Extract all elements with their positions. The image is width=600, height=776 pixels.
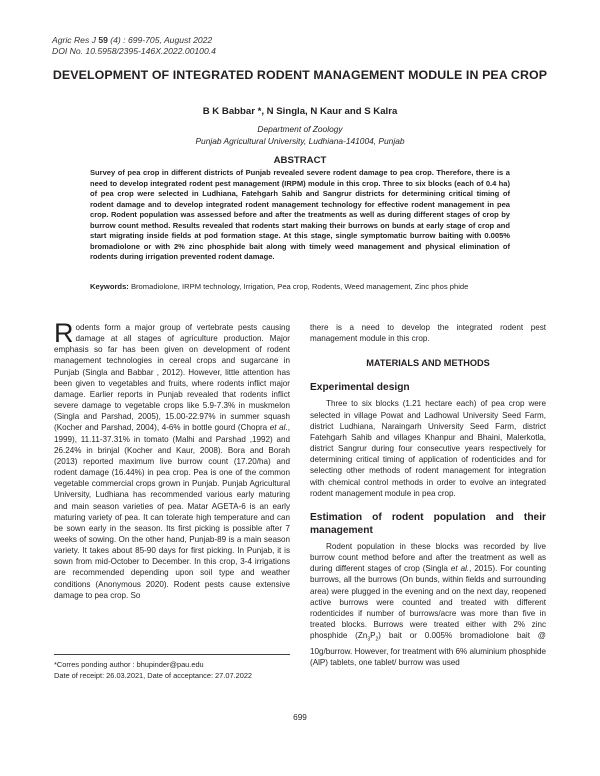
- journal-name: Agric Res J: [52, 35, 96, 45]
- affiliation: [52, 123, 548, 147]
- keywords-list: Bromadiolone, IRPM technology, Irrigation, Pea crop, Rodents, Weed management, Zinc phos phide: [130, 282, 469, 291]
- keywords: [90, 281, 510, 292]
- intro-continuation: there is a need to develop the integrated rodent pest management module in this crop.: [310, 323, 546, 344]
- drop-cap: R: [54, 318, 74, 348]
- journal-header: [52, 35, 216, 57]
- left-column: [54, 318, 290, 601]
- footnote-divider: [54, 654, 290, 655]
- experimental-design-paragraph: Three to six blocks (1.21 hectare each) of pea crop were selected in village Powat and Ladhowal University Seed Farm, district Ludhiana, Naraingarh University Seed Farm, district Fatehgarh Sahib and villages Khanpur and Bhaini, Malerkotla, district Sangrur during four consecutive years respectively for determining critical timing of application of rodenticides and for selecting other methods of rodent management for integration with chemical control methods in order to evolve an integrated rodent management module in pea crop.: [310, 399, 546, 498]
- department: Department of Zoology: [257, 124, 343, 134]
- right-column: [310, 322, 546, 668]
- intro-paragraph: Rodents form a major group of vertebrate pests causing damage at all stages of agriculture production. Major emphasis so far has been given on development of rodent management technologies in cereal crops and sugarcane in Punjab (Singla and Babbar , 2012). However, little attention has been given to vegetables and fruits, where rodents inflict major damage. Earlier reports in Punjab revealed that rodents inflict severe damage to vegetable crops like 5.9-7.3% in muskmelon (Singla and Parshad, 2005), 15.00-22.97% in summer squash (Kocher and Parshad, 2004), 4-6% in bottle gourd (Chopra et al., 1999), 11.11-37.31% in tomato (Malhi and Parshad ,1992) and 26.24% in brinjal (Kocher and Kaur, 2008). Bora and Borah (2013) reported maximum live burrow count (17.20/ha) and rodent damage (16.44%) in pea crop. Pea is one of the common vegetable commercial crops grown in Punjab. Punjab Agricultural University, Ludhiana has recommended various early maturing and main season varieties of pea. Matar AGETA-6 is an early maturing variety of pea. It can tolerate high temperature and can be sown early in the season. Its first picking is possible after 7 weeks of sowing. On the other hand, Punjab-89 is a main season variety. It takes about 85-90 days for first picking. In Punjab, it is sown from mid-October to December. In this crop, 3-4 irrigations are recommended depending upon soil type and weather conditions (Anonymous 2020). Rodent pests cause extensive damage to pea crop. So: [54, 318, 290, 600]
- university: Punjab Agricultural University, Ludhiana-141004, Punjab: [195, 136, 405, 146]
- receipt-dates: Date of receipt: 26.03.2021, Date of acceptance: 27.07.2022: [54, 671, 253, 680]
- paper-title: DEVELOPMENT OF INTEGRATED RODENT MANAGEMENT MODULE IN PEA CROP: [52, 68, 548, 82]
- corresponding-author: *Corres ponding author : bhupinder@pau.edu: [54, 660, 204, 669]
- abstract-heading: ABSTRACT: [273, 155, 327, 166]
- citation-line: [52, 35, 216, 46]
- page-number: 699: [293, 713, 307, 722]
- section-heading-methods: MATERIALS AND METHODS: [366, 358, 490, 369]
- subheading-estimation: Estimation of rodent population and their management: [310, 511, 546, 536]
- keywords-label: Keywords:: [90, 282, 129, 291]
- subheading-experimental-design: Experimental design: [310, 382, 410, 394]
- issue-pages: (4) : 699-705, August 2022: [110, 35, 213, 45]
- abstract-text: Survey of pea crop in different districts of Punjab revealed severe rodent damage to pea crop. Therefore, there is a need to develop integrated rodent pest management (IRPM) module in this crop. Three to six blocks (each of 0.4 ha) of pea crop were selected in Ludhiana, Fatehgarh Sahib and Sangrur districts for determining critical timing of rodent damage and to develop integrated rodent management technology for effective rodent management in pea crop. Rodent population was assessed before and after the treatments as well as during different stages of crop by burrow count method. Results revealed that rodents start making their burrows on bunds at early stage of crop and start migrating inside fields at pod formation stage. At this stage, single symptomatic burrow baiting with 0.005% bromadiolone or with 2% zinc phosphide bait along with timely weed management and physical elimination of rodents during irrigation prevented rodent damage.: [90, 168, 510, 261]
- estimation-paragraph: Rodent population in these blocks was recorded by live burrow count method before and after the treatment as well as during different stages of crop (Singla et al., 2015). For counting burrows, all the burrows (On bunds, within fields and surrounding area) were plugged in the evening and on the next day, reopened active burrows were counted and treated with different rodenticides if number of burrows/acre was more than five in treated blocks. Burrows were treated either with 2% zinc phosphide $(Zn_3P_2)$ bait or 0.005% bromadiolone bait @ 10g/burrow. However, for treatment with 6% aluminium phosphide (AlP) tablets, one tablet/ burrow was used: [310, 541, 546, 668]
- footnote: [54, 659, 314, 681]
- journal-volume: 59: [98, 35, 108, 45]
- authors: B K Babbar *, N Singla, N Kaur and S Kalra: [202, 106, 398, 117]
- doi: DOI No. 10.5958/2395-146X.2022.00100.4: [52, 46, 216, 56]
